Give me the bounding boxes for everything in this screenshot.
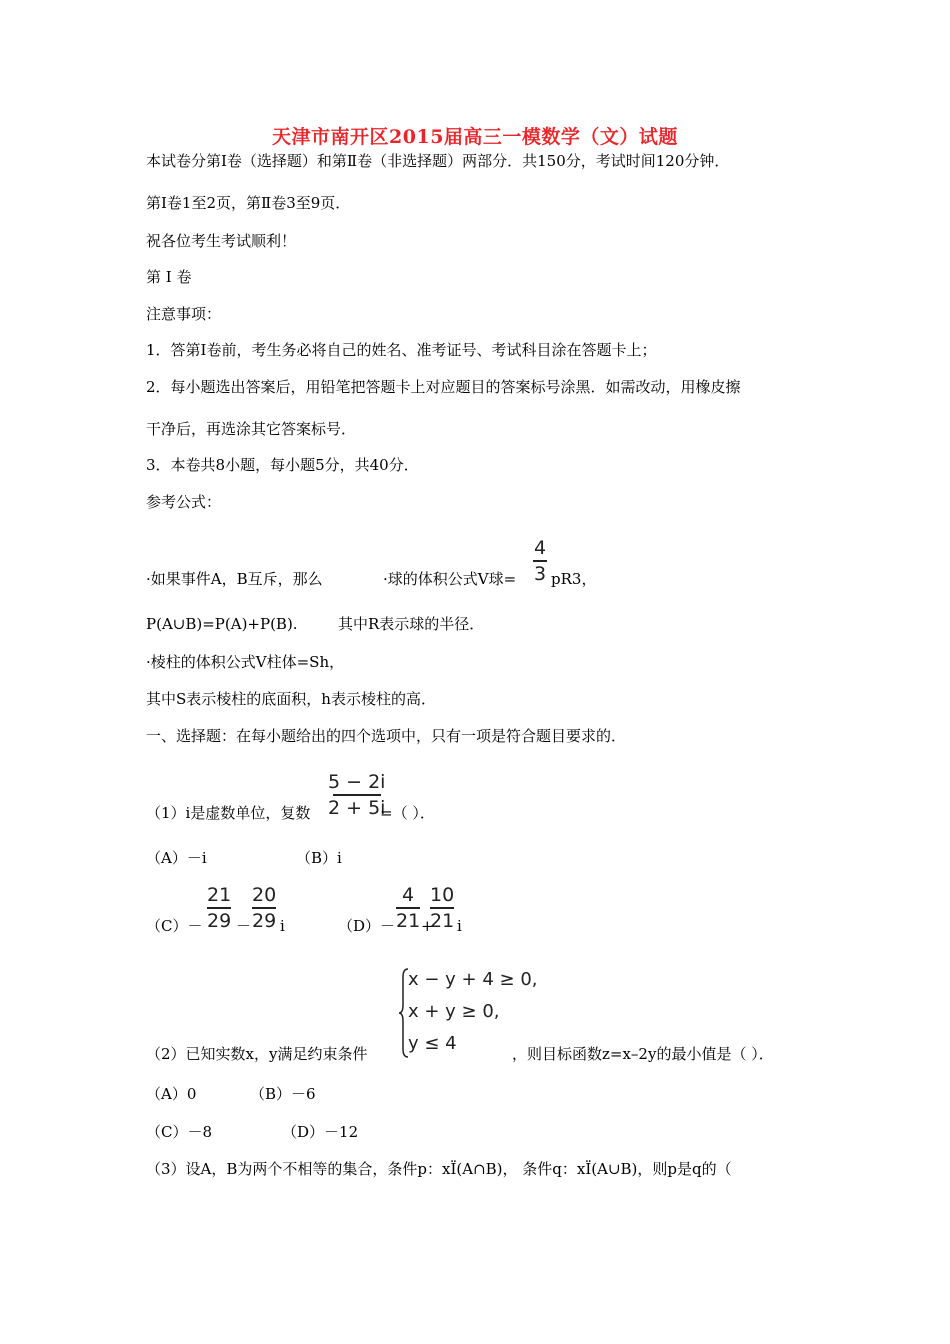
sphere-fraction <box>533 537 547 585</box>
q3-stem: （3）设A，B为两个不相等的集合，条件p：xÏ(A∩B)， 条件q：xÏ(A∪B)，则p是q的（ <box>146 1160 732 1178</box>
intro-line-3: 祝各位考生考试顺利！ <box>146 232 297 250</box>
document-title: 天津市南开区2015届高三一模数学（文）试题 <box>272 126 678 148</box>
q1-option-c-fraction-2 <box>252 884 276 932</box>
section-heading-volume-1: 第 Ⅰ 卷 <box>146 268 192 286</box>
notice-item-2: 2．每小题选出答案后，用铅笔把答题卡上对应题目的答案标号涂黑．如需改动，用橡皮擦 <box>146 378 741 396</box>
fraction-bar <box>333 794 381 796</box>
q2-constraint-3: y ≤ 4 <box>408 1033 457 1054</box>
fraction-bar <box>396 907 420 909</box>
fraction-denominator: 21 <box>430 909 455 932</box>
q1-option-d-operator: + <box>421 917 434 935</box>
fraction-numerator: 21 <box>207 884 232 906</box>
event-formula-prefix: ·如果事件A，B互斥，那么 <box>146 570 323 588</box>
fraction-numerator: 4 <box>402 884 415 906</box>
q1-option-d-fraction-2 <box>430 884 454 932</box>
q2-constraint-2: x + y ≥ 0, <box>408 1001 500 1022</box>
q1-option-c-fraction-1 <box>207 884 231 932</box>
prism-formula-note: 其中S表示棱柱的底面积，h表示棱柱的高． <box>146 690 436 708</box>
fraction-denominator: 21 <box>396 909 421 932</box>
q2-option-a: （A）0 <box>146 1085 197 1103</box>
fraction-denominator: 2 + 5i <box>328 796 386 819</box>
q2-stem-suffix: ，则目标函数z=x–2y的最小值是（ ）． <box>512 1045 774 1063</box>
q1-option-d-fraction-1 <box>396 884 420 932</box>
prism-volume-formula: ·棱柱的体积公式V柱体=Sh， <box>146 653 345 671</box>
event-union-formula: P(A∪B)=P(A)+P(B). <box>146 615 298 633</box>
section-1-heading: 一、选择题：在每小题给出的四个选项中，只有一项是符合题目要求的． <box>146 727 627 745</box>
fraction-denominator: 29 <box>252 909 277 932</box>
q1-fraction <box>328 771 385 819</box>
q1-stem-suffix: =（ ）． <box>380 804 435 822</box>
notice-heading: 注意事项： <box>146 305 222 323</box>
q1-option-c-operator: － <box>236 917 252 935</box>
q2-option-d: （D）－12 <box>282 1123 359 1141</box>
q1-stem-prefix: （1）i是虚数单位，复数 <box>146 804 311 822</box>
notice-item-2-cont: 干净后，再选涂其它答案标号． <box>146 420 357 438</box>
fraction-bar <box>252 907 276 909</box>
q1-option-d-label: （D）－ <box>338 917 396 935</box>
reference-formulas-heading: 参考公式： <box>146 493 222 511</box>
intro-line-2: 第Ⅰ卷1至2页，第Ⅱ卷3至9页． <box>146 194 351 212</box>
sphere-volume-prefix: ·球的体积公式V球= <box>383 570 517 588</box>
q2-constraint-system <box>398 967 538 1059</box>
fraction-numerator: 4 <box>533 537 547 559</box>
q2-stem-prefix: （2）已知实数x，y满足约束条件 <box>146 1045 368 1063</box>
notice-item-3: 3．本卷共8小题，每小题5分，共40分． <box>146 456 419 474</box>
q1-option-d-tail: i <box>457 917 462 935</box>
notice-item-1: 1．答第Ⅰ卷前，考生务必将自己的姓名、准考证号、考试科目涂在答题卡上； <box>146 341 657 359</box>
fraction-numerator: 5 − 2i <box>328 771 386 793</box>
fraction-numerator: 10 <box>430 884 455 906</box>
sphere-volume-suffix: pR3， <box>551 570 597 588</box>
sphere-radius-note: 其中R表示球的半径． <box>338 615 485 633</box>
fraction-numerator: 20 <box>252 884 277 906</box>
q2-option-b: （B）－6 <box>250 1085 316 1103</box>
q1-option-b: （B）i <box>296 849 342 867</box>
q2-constraint-1: x − y + 4 ≥ 0, <box>408 969 538 990</box>
q1-option-c-label: （C）－ <box>146 917 203 935</box>
q1-option-a: （A）－i <box>146 849 207 867</box>
fraction-denominator: 29 <box>207 909 232 932</box>
fraction-bar <box>207 907 231 909</box>
fraction-bar <box>533 560 547 562</box>
fraction-bar <box>430 907 454 909</box>
q1-option-c-tail: i <box>280 917 285 935</box>
fraction-denominator: 3 <box>533 562 547 585</box>
q2-option-c: （C）－8 <box>146 1123 213 1141</box>
intro-line-1: 本试卷分第Ⅰ卷（选择题）和第Ⅱ卷（非选择题）两部分．共150分，考试时间120分钟． <box>146 152 730 170</box>
